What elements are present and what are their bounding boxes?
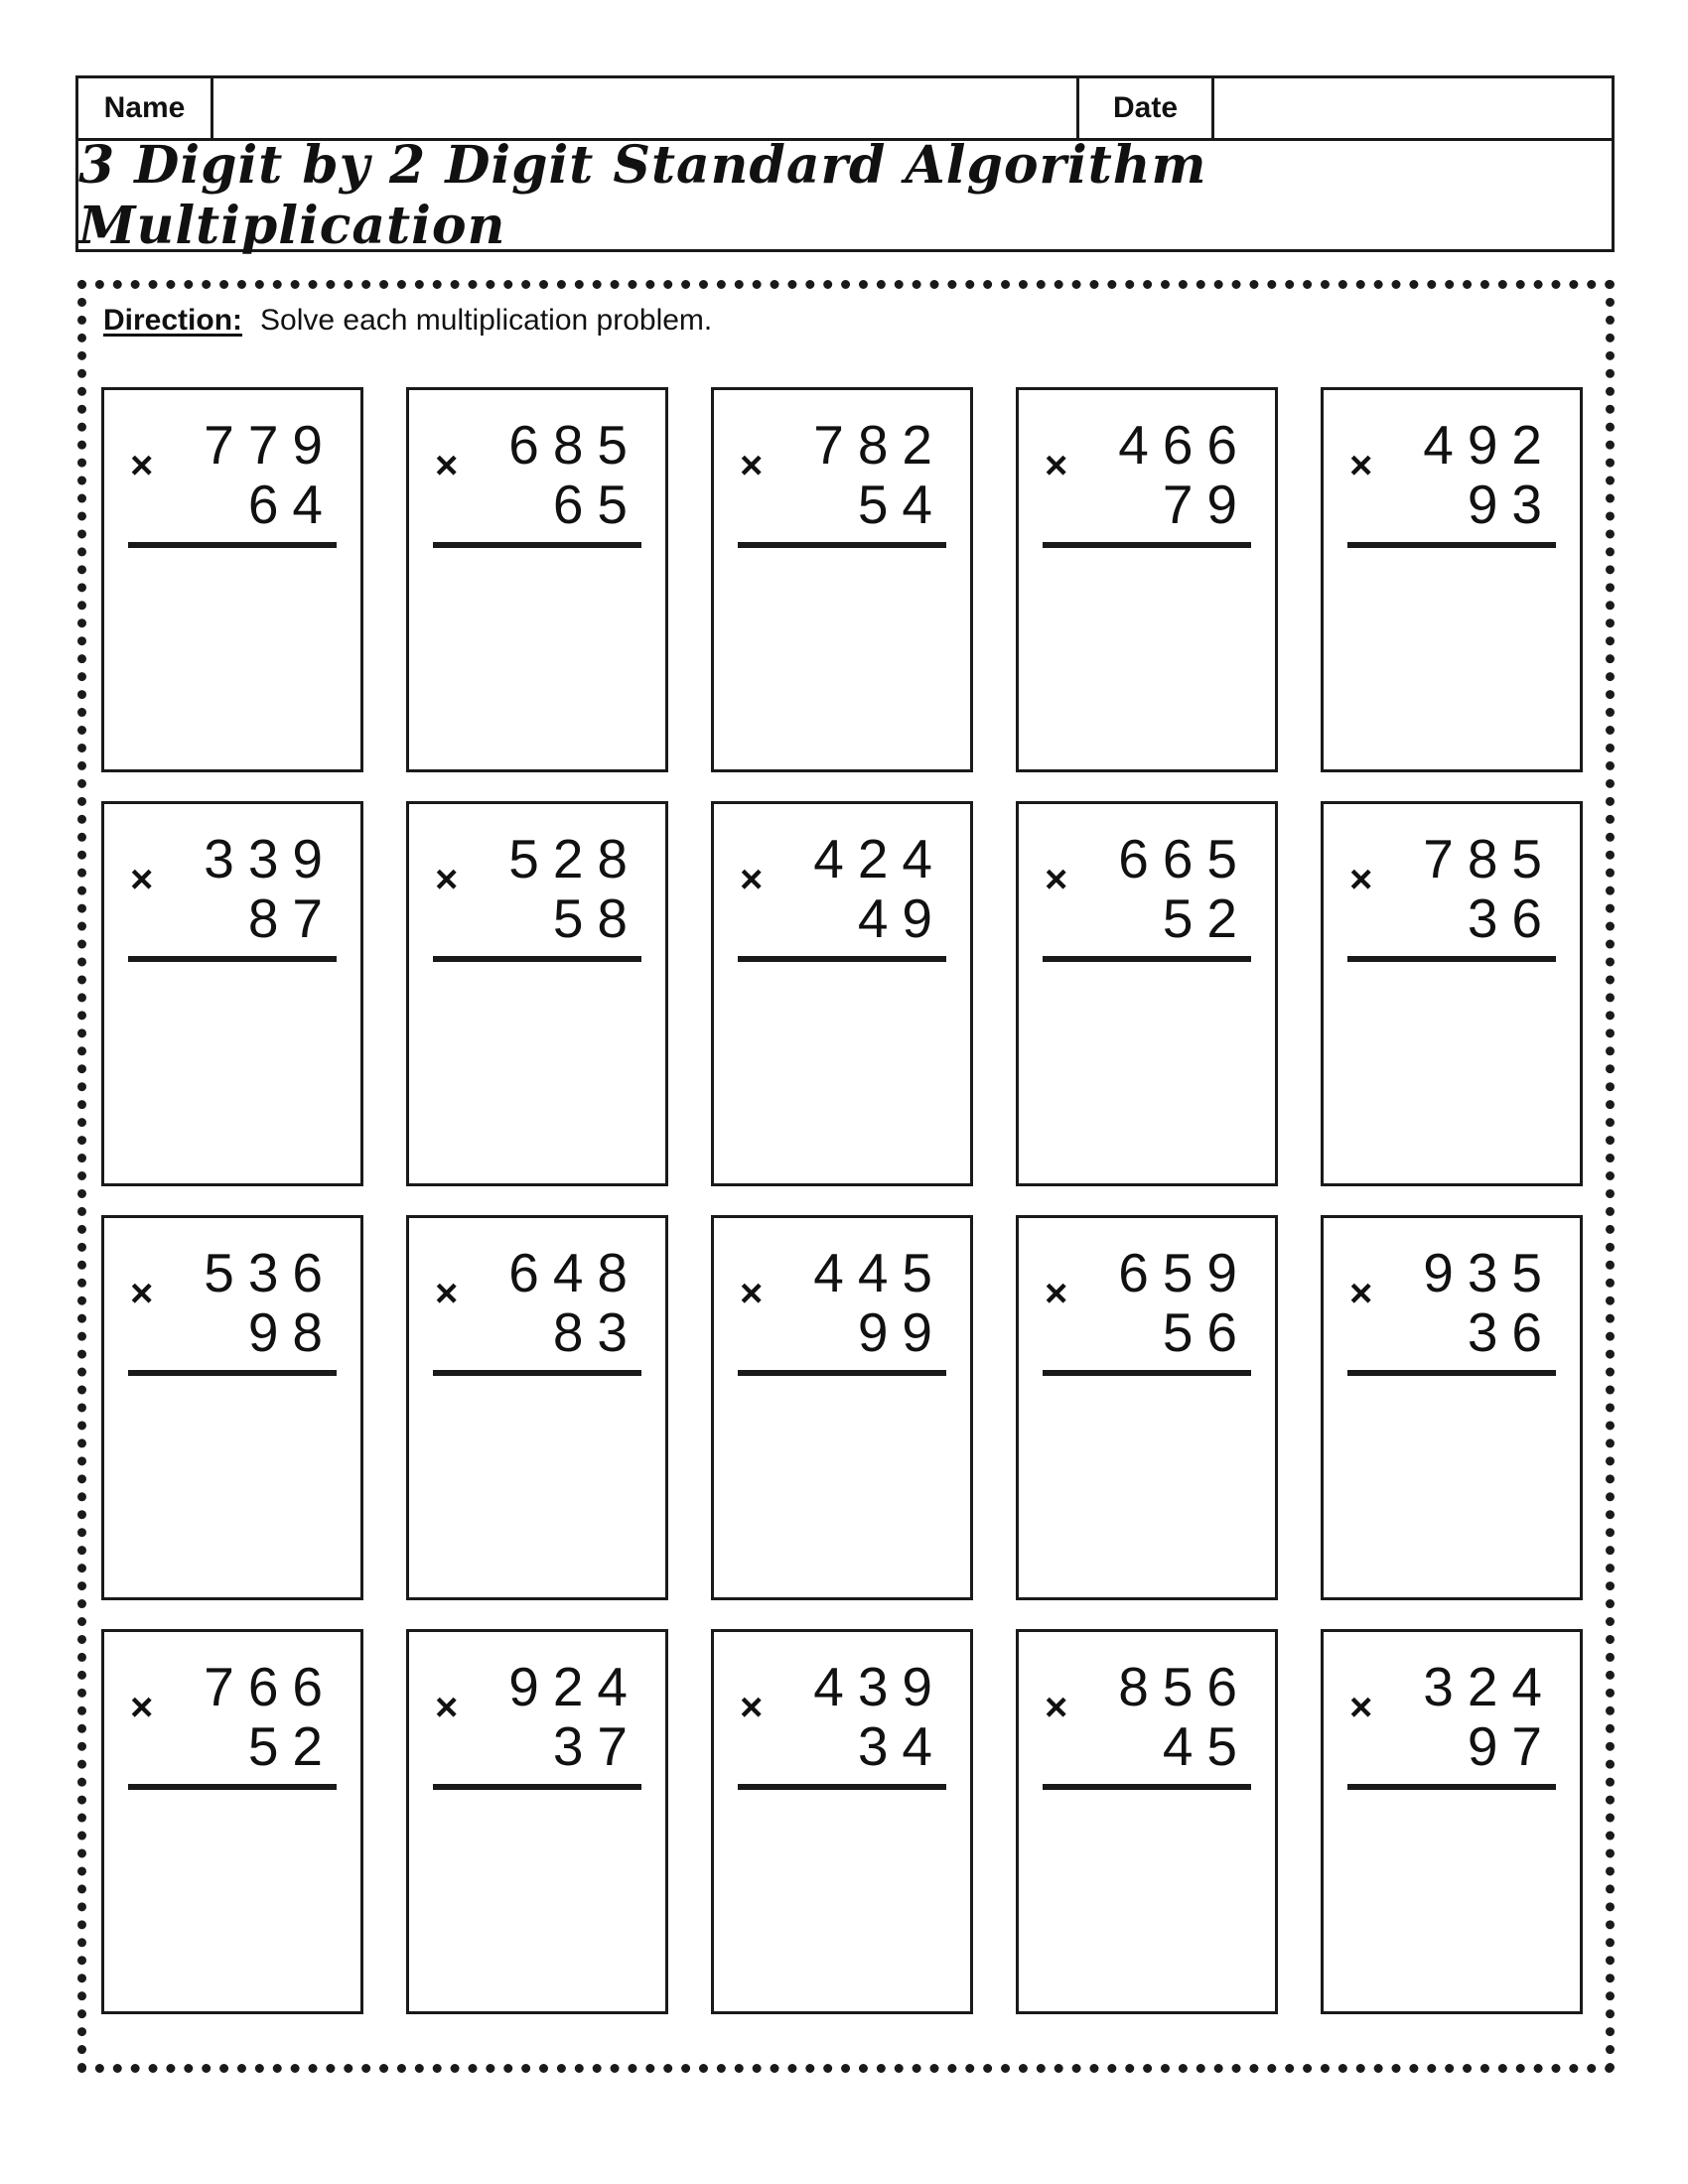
problem-card bbox=[1321, 387, 1583, 772]
answer-line bbox=[1043, 542, 1251, 548]
multiply-sign: × bbox=[1349, 444, 1373, 487]
problem-card bbox=[1016, 387, 1278, 772]
multiplicand: 935 bbox=[1423, 1242, 1556, 1303]
multiply-sign: × bbox=[740, 1272, 764, 1315]
multiplicand: 782 bbox=[813, 414, 946, 476]
multiplicand: 424 bbox=[813, 828, 946, 889]
multiplier: 65 bbox=[552, 474, 641, 535]
problem-card bbox=[1321, 1629, 1583, 2014]
problem-card bbox=[406, 801, 668, 1186]
problem-card bbox=[711, 1629, 973, 2014]
multiply-sign: × bbox=[1349, 1686, 1373, 1729]
date-field[interactable] bbox=[1214, 78, 1612, 138]
answer-area[interactable] bbox=[1027, 1387, 1267, 1589]
multiplier: 83 bbox=[552, 1301, 641, 1363]
answer-area[interactable] bbox=[1332, 559, 1572, 761]
answer-area[interactable] bbox=[112, 973, 352, 1175]
multiply-sign: × bbox=[1349, 1272, 1373, 1315]
answer-line bbox=[1043, 1784, 1251, 1790]
answer-area[interactable] bbox=[722, 1801, 962, 2003]
multiply-sign: × bbox=[435, 444, 459, 487]
multiplier: 54 bbox=[857, 474, 946, 535]
answer-line bbox=[433, 542, 641, 548]
answer-area[interactable] bbox=[112, 559, 352, 761]
multiplicand: 665 bbox=[1118, 828, 1251, 889]
direction-text: Solve each multiplication problem. bbox=[260, 304, 713, 337]
problem-card bbox=[1016, 1629, 1278, 2014]
multiply-sign: × bbox=[435, 1686, 459, 1729]
multiplicand: 924 bbox=[508, 1656, 641, 1717]
multiplicand: 856 bbox=[1118, 1656, 1251, 1717]
problem-card bbox=[1016, 1215, 1278, 1600]
answer-area[interactable] bbox=[722, 973, 962, 1175]
problem-card bbox=[711, 387, 973, 772]
answer-area[interactable] bbox=[112, 1801, 352, 2003]
answer-area[interactable] bbox=[112, 1387, 352, 1589]
date-label: Date bbox=[1079, 78, 1214, 138]
multiply-sign: × bbox=[130, 1686, 154, 1729]
multiplier: 45 bbox=[1162, 1715, 1251, 1777]
answer-line bbox=[738, 1784, 946, 1790]
problem-grid bbox=[101, 387, 1583, 2014]
multiplier: 99 bbox=[857, 1301, 946, 1363]
multiply-sign: × bbox=[740, 1686, 764, 1729]
answer-line bbox=[1347, 956, 1556, 962]
answer-line bbox=[433, 956, 641, 962]
multiply-sign: × bbox=[1349, 858, 1373, 901]
multiplier: 56 bbox=[1162, 1301, 1251, 1363]
name-label: Name bbox=[78, 78, 213, 138]
problem-card bbox=[101, 1215, 363, 1600]
multiplicand: 528 bbox=[508, 828, 641, 889]
name-field[interactable] bbox=[213, 78, 1079, 138]
multiply-sign: × bbox=[1045, 444, 1068, 487]
answer-line bbox=[128, 542, 337, 548]
multiplicand: 785 bbox=[1423, 828, 1556, 889]
direction-label: Direction: bbox=[103, 304, 243, 337]
problem-card bbox=[1016, 801, 1278, 1186]
problem-card bbox=[1321, 801, 1583, 1186]
worksheet-header bbox=[75, 75, 1615, 256]
answer-area[interactable] bbox=[1332, 1387, 1572, 1589]
multiply-sign: × bbox=[1045, 858, 1068, 901]
multiplicand: 659 bbox=[1118, 1242, 1251, 1303]
answer-area[interactable] bbox=[1332, 1801, 1572, 2003]
answer-line bbox=[128, 1370, 337, 1376]
direction-line bbox=[103, 304, 712, 338]
multiplicand: 779 bbox=[204, 414, 337, 476]
problem-card bbox=[101, 801, 363, 1186]
answer-line bbox=[128, 1784, 337, 1790]
problem-card bbox=[101, 1629, 363, 2014]
multiplier: 58 bbox=[552, 887, 641, 949]
multiply-sign: × bbox=[1045, 1686, 1068, 1729]
multiplicand: 685 bbox=[508, 414, 641, 476]
answer-area[interactable] bbox=[1027, 559, 1267, 761]
answer-line bbox=[738, 1370, 946, 1376]
multiplier: 36 bbox=[1467, 887, 1556, 949]
multiplicand: 648 bbox=[508, 1242, 641, 1303]
answer-line bbox=[1347, 1784, 1556, 1790]
answer-line bbox=[433, 1370, 641, 1376]
answer-line bbox=[1347, 542, 1556, 548]
multiplicand: 466 bbox=[1118, 414, 1251, 476]
multiplicand: 324 bbox=[1423, 1656, 1556, 1717]
multiplier: 52 bbox=[247, 1715, 337, 1777]
multiply-sign: × bbox=[130, 858, 154, 901]
answer-area[interactable] bbox=[1027, 973, 1267, 1175]
answer-area[interactable] bbox=[1332, 973, 1572, 1175]
multiplier: 36 bbox=[1467, 1301, 1556, 1363]
answer-line bbox=[738, 956, 946, 962]
answer-area[interactable] bbox=[417, 559, 657, 761]
problem-card bbox=[406, 387, 668, 772]
answer-line bbox=[738, 542, 946, 548]
multiplier: 52 bbox=[1162, 887, 1251, 949]
answer-line bbox=[433, 1784, 641, 1790]
multiplicand: 445 bbox=[813, 1242, 946, 1303]
multiply-sign: × bbox=[130, 1272, 154, 1315]
multiplier: 87 bbox=[247, 887, 337, 949]
multiplicand: 339 bbox=[204, 828, 337, 889]
multiplicand: 536 bbox=[204, 1242, 337, 1303]
multiply-sign: × bbox=[130, 444, 154, 487]
multiplicand: 439 bbox=[813, 1656, 946, 1717]
problem-card bbox=[406, 1629, 668, 2014]
multiplier: 93 bbox=[1467, 474, 1556, 535]
multiplier: 98 bbox=[247, 1301, 337, 1363]
multiplier: 79 bbox=[1162, 474, 1251, 535]
multiplier: 34 bbox=[857, 1715, 946, 1777]
multiply-sign: × bbox=[740, 858, 764, 901]
multiply-sign: × bbox=[435, 1272, 459, 1315]
multiply-sign: × bbox=[740, 444, 764, 487]
multiply-sign: × bbox=[435, 858, 459, 901]
answer-area[interactable] bbox=[722, 1387, 962, 1589]
answer-area[interactable] bbox=[1027, 1801, 1267, 2003]
multiplicand: 492 bbox=[1423, 414, 1556, 476]
multiplier: 37 bbox=[552, 1715, 641, 1777]
problem-card bbox=[406, 1215, 668, 1600]
multiplier: 97 bbox=[1467, 1715, 1556, 1777]
name-date-row bbox=[78, 78, 1612, 141]
multiplier: 49 bbox=[857, 887, 946, 949]
answer-line bbox=[128, 956, 337, 962]
answer-area[interactable] bbox=[417, 1801, 657, 2003]
multiplier: 64 bbox=[247, 474, 337, 535]
answer-line bbox=[1043, 1370, 1251, 1376]
answer-line bbox=[1043, 956, 1251, 962]
answer-line bbox=[1347, 1370, 1556, 1376]
multiply-sign: × bbox=[1045, 1272, 1068, 1315]
answer-area[interactable] bbox=[417, 1387, 657, 1589]
multiplicand: 766 bbox=[204, 1656, 337, 1717]
problem-card bbox=[711, 801, 973, 1186]
answer-area[interactable] bbox=[722, 559, 962, 761]
problem-card bbox=[1321, 1215, 1583, 1600]
problem-card bbox=[101, 387, 363, 772]
answer-area[interactable] bbox=[417, 973, 657, 1175]
worksheet-title: 3 Digit by 2 Digit Standard Algorithm Multiplication bbox=[78, 134, 1207, 256]
problem-card bbox=[711, 1215, 973, 1600]
